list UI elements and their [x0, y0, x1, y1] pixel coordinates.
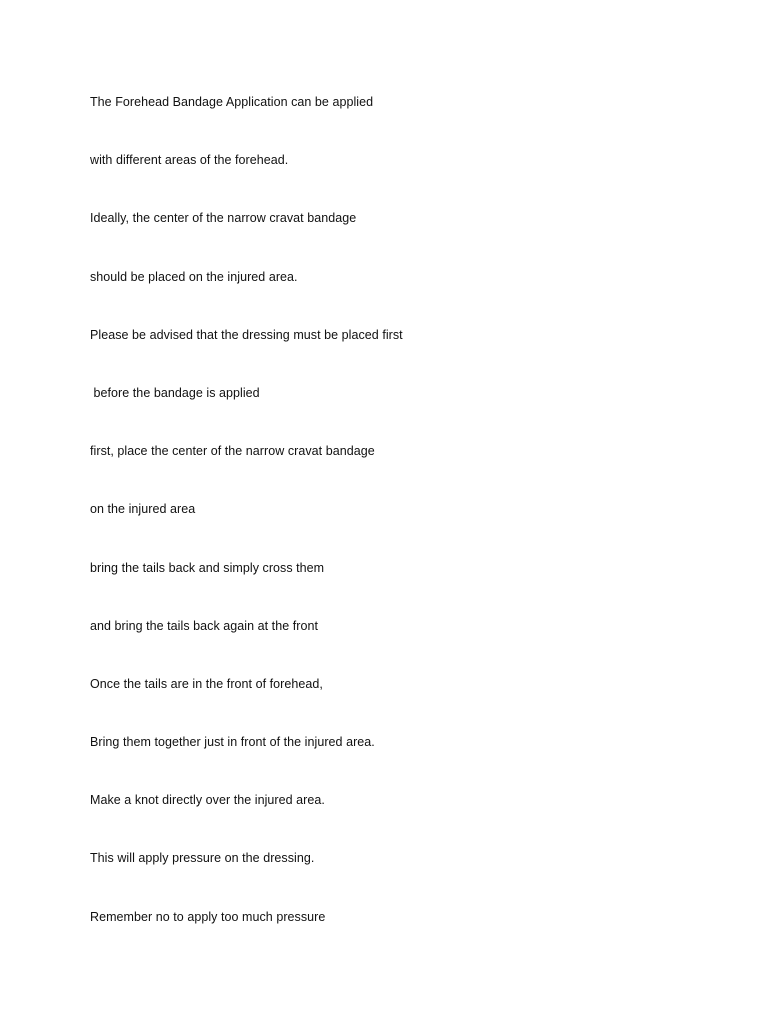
text-line: and bring the tails back again at the front: [90, 618, 318, 633]
text-line: Once the tails are in the front of forehead,: [90, 676, 323, 691]
text-line: Please be advised that the dressing must be placed first: [90, 327, 403, 342]
text-line: first, place the center of the narrow cravat bandage: [90, 444, 375, 459]
text-line: Make a knot directly over the injured area.: [90, 793, 325, 808]
text-line: on the injured area: [90, 502, 196, 517]
text-line: should be placed on the injured area.: [90, 269, 298, 284]
text-line: This will apply pressure on the dressing.: [90, 851, 315, 866]
text-line: Ideally, the center of the narrow cravat bandage: [90, 211, 357, 226]
text-line: before the bandage is applied: [90, 385, 260, 400]
text-line: Bring them together just in front of the injured area.: [90, 735, 375, 750]
text-line: Remember no to apply too much pressure: [90, 909, 326, 924]
text-line: The Forehead Bandage Application can be applied: [90, 95, 374, 109]
document-text: [90, 92, 710, 965]
text-line: bring the tails back and simply cross them: [90, 560, 325, 575]
text-line: with different areas of the forehead.: [90, 153, 289, 168]
